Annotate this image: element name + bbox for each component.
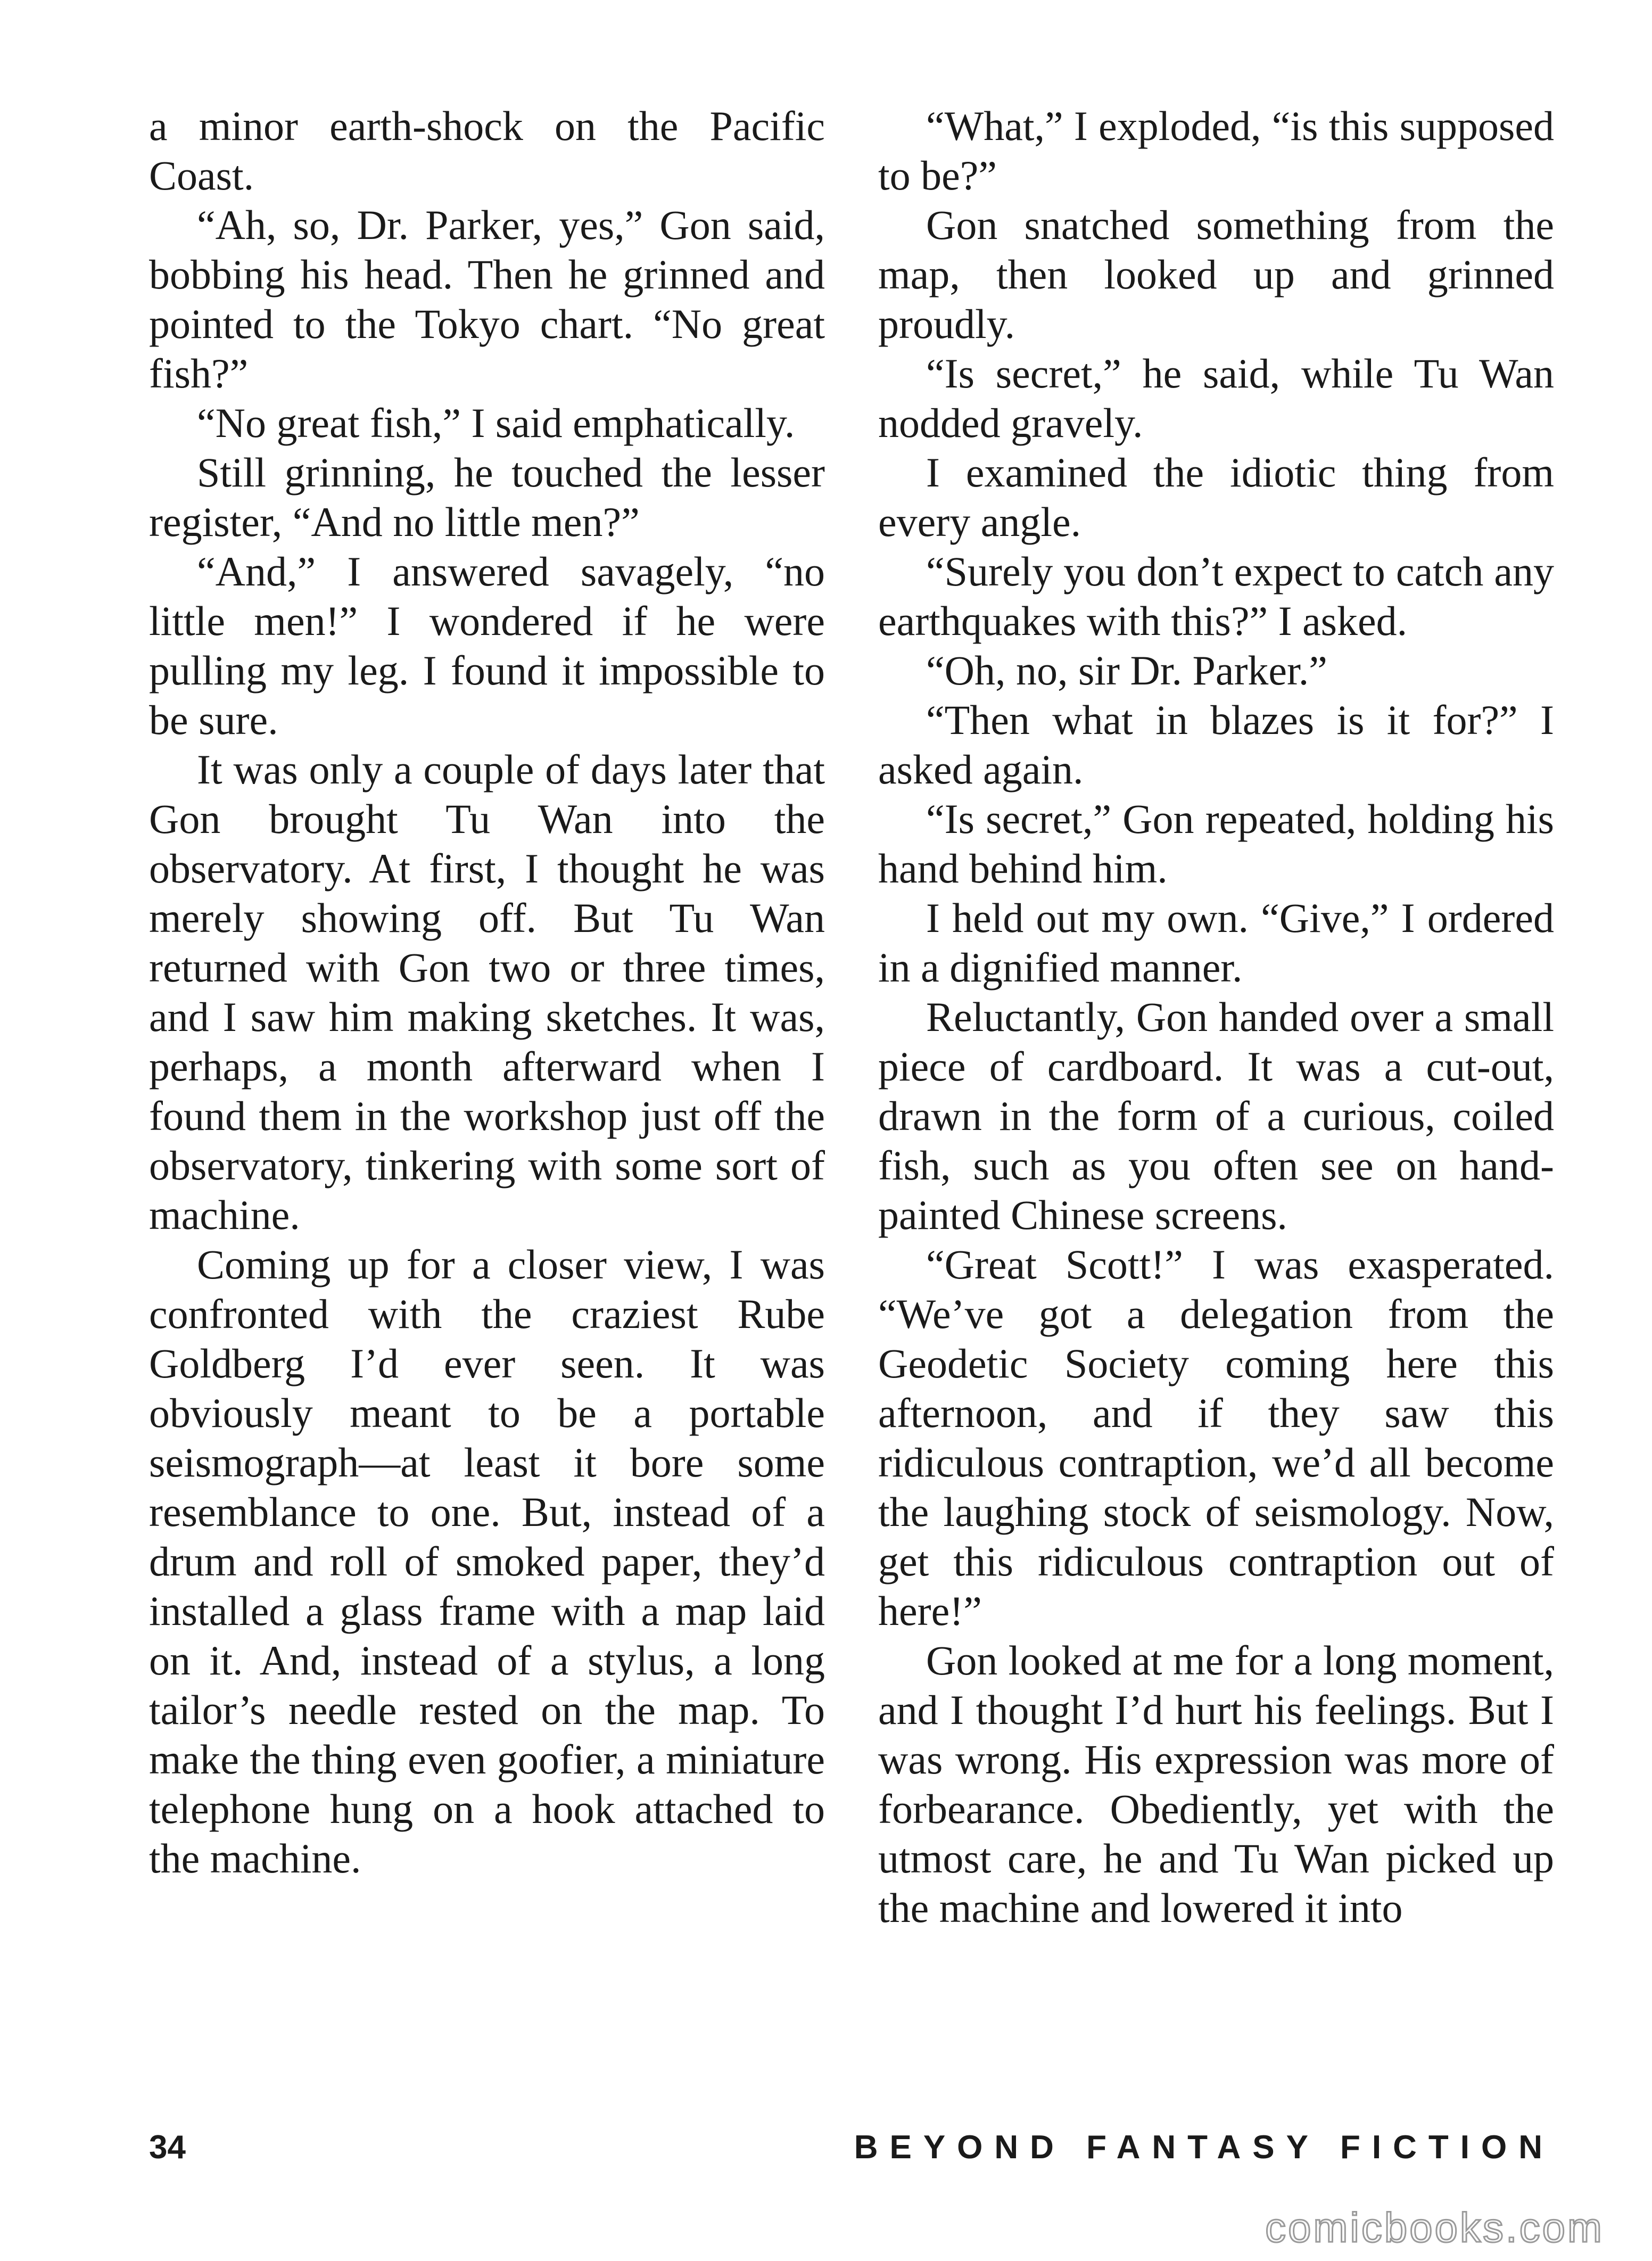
left-text-column [149, 101, 825, 1883]
page-number: 34 [149, 2129, 186, 2166]
running-title: BEYOND FANTASY FICTION [854, 2129, 1554, 2166]
paragraph: “Great Scott!” I was exasperated. “We’ve got a delegation from the Geodetic Society coming here this afternoon, and if they saw this ridiculous contraption, we’d all become the laughing stock of seismology. Now, get this ridiculous contraption out of here!” [878, 1241, 1554, 1634]
watermark: comicbooks.com [1265, 2204, 1604, 2251]
paragraph: “Surely you don’t expect to catch any earthquakes with this?” I asked. [878, 548, 1554, 644]
paragraph: “And,” I answered savagely, “no little men!” I wondered if he were pulling my leg. I found it impossible to be sure. [149, 548, 825, 743]
paragraph: “Oh, no, sir Dr. Parker.” [926, 647, 1327, 694]
paragraph: It was only a couple of days later that Gon brought Tu Wan into the observatory. At first, I thought he was merely showing off. But Tu Wan returned with Gon two or three times, and I saw him making sketches. It was, perhaps, a month afterward when I found them in the workshop just off the observatory, tinkering with some sort of machine. [149, 746, 825, 1238]
paragraph: I held out my own. “Give,” I ordered in a dignified manner. [878, 895, 1554, 991]
paragraph: Still grinning, he touched the lesser register, “And no little men?” [149, 449, 825, 545]
paragraph: a minor earth-shock on the Pacific Coast. [149, 103, 825, 199]
paragraph: “What,” I exploded, “is this supposed to be?” [878, 103, 1554, 199]
paragraph: Reluctantly, Gon handed over a small piece of cardboard. It was a cut-out, drawn in the form of a curious, coiled fish, such as you often see on hand-painted Chinese screens. [878, 994, 1554, 1238]
paragraph: Gon snatched something from the map, then looked up and grinned proudly. [878, 202, 1554, 347]
paragraph: “No great fish,” I said emphatically. [197, 400, 795, 446]
paragraph: “Ah, so, Dr. Parker, yes,” Gon said, bobbing his head. Then he grinned and pointed to the Tokyo chart. “No great fish?” [149, 202, 825, 397]
paragraph: “Is secret,” Gon repeated, holding his hand behind him. [878, 796, 1554, 892]
paragraph: “Then what in blazes is it for?” I asked again. [878, 697, 1554, 793]
right-text-column [878, 101, 1554, 1933]
paragraph: Gon looked at me for a long moment, and I thought I’d hurt his feelings. But I was wrong. His expression was more of forbearance. Obediently, yet with the utmost care, he and Tu Wan picked up the machine and lowered it into [878, 1637, 1554, 1931]
page-footer [149, 2124, 1554, 2172]
paragraph: Coming up for a closer view, I was confronted with the craziest Rube Goldberg I’d ever seen. It was obviously meant to be a portable seismograph—at least it bore some resemblance to one. But, instead of a drum and roll of smoked paper, they’d installed a glass frame with a map laid on it. And, instead of a stylus, a long tailor’s needle rested on the map. To make the thing even goofier, a miniature telephone hung on a hook attached to the machine. [149, 1241, 825, 1882]
paragraph: I examined the idiotic thing from every angle. [878, 449, 1554, 545]
paragraph: “Is secret,” he said, while Tu Wan nodded gravely. [878, 350, 1554, 446]
